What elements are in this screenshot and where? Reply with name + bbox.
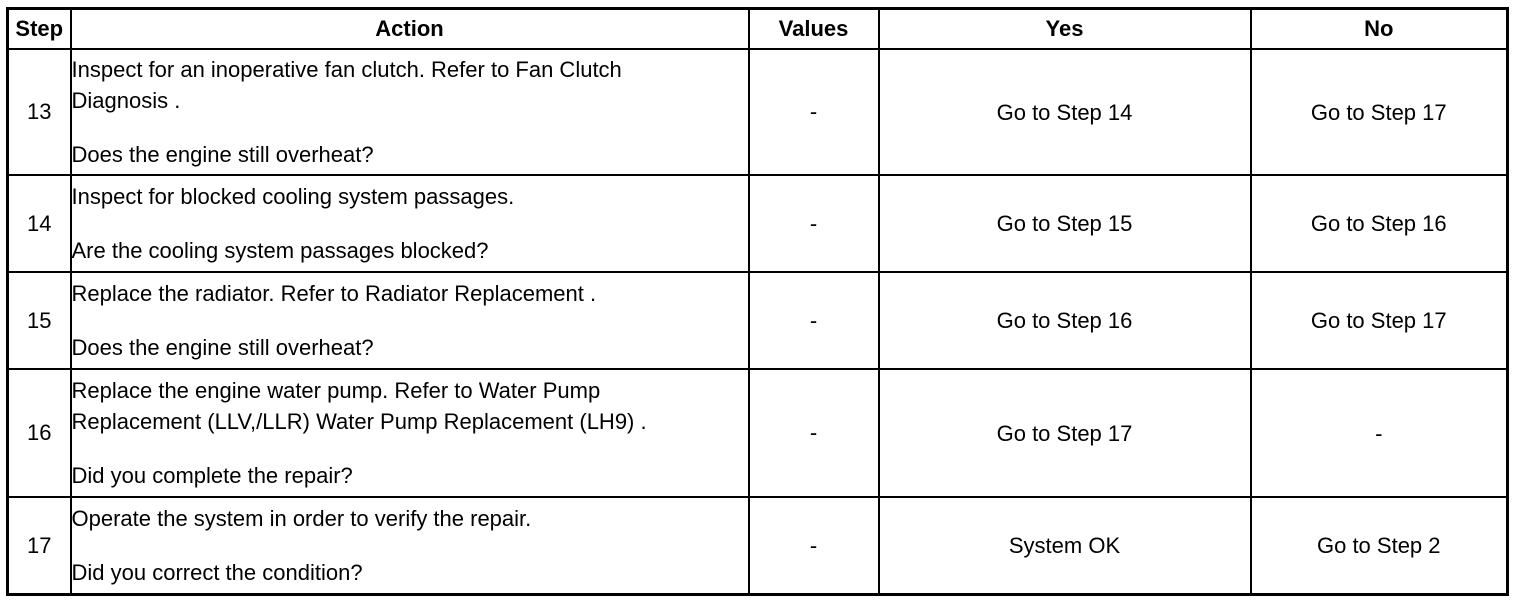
values-cell: - xyxy=(749,369,879,497)
no-cell: Go to Step 17 xyxy=(1251,272,1508,369)
action-instruction: Replace the engine water pump. Refer to Water Pump Replacement (LLV,/LLR) Water Pump Replacement (LH9) . xyxy=(71,378,647,435)
action-cell xyxy=(71,272,749,369)
action-question: Did you correct the condition? xyxy=(71,560,363,586)
action-question: Does the engine still overheat? xyxy=(71,142,374,168)
no-cell: - xyxy=(1251,369,1508,497)
step-number: 13 xyxy=(8,49,71,175)
step-number: 14 xyxy=(8,175,71,272)
values-cell: - xyxy=(749,497,879,594)
header-values: Values xyxy=(749,9,879,50)
diagnostic-table xyxy=(6,7,1509,596)
action-cell xyxy=(71,175,749,272)
values-cell: - xyxy=(749,49,879,175)
action-instruction: Replace the radiator. Refer to Radiator Replacement . xyxy=(71,281,597,307)
no-cell: Go to Step 2 xyxy=(1251,497,1508,594)
action-cell xyxy=(71,369,749,497)
action-cell xyxy=(71,49,749,175)
step-number: 16 xyxy=(8,369,71,497)
table-row xyxy=(8,272,1508,369)
no-cell: Go to Step 16 xyxy=(1251,175,1508,272)
action-instruction: Inspect for blocked cooling system passages. xyxy=(71,184,515,210)
table-row xyxy=(8,369,1508,497)
header-row xyxy=(8,9,1508,50)
action-instruction: Inspect for an inoperative fan clutch. Refer to Fan Clutch Diagnosis . xyxy=(71,57,622,114)
action-question: Did you complete the repair? xyxy=(71,463,353,489)
header-yes: Yes xyxy=(879,9,1251,50)
yes-cell: System OK xyxy=(879,497,1251,594)
header-action: Action xyxy=(71,9,749,50)
header-no: No xyxy=(1251,9,1508,50)
step-number: 17 xyxy=(8,497,71,594)
action-question: Does the engine still overheat? xyxy=(71,335,374,361)
yes-cell: Go to Step 15 xyxy=(879,175,1251,272)
yes-cell: Go to Step 16 xyxy=(879,272,1251,369)
values-cell: - xyxy=(749,175,879,272)
action-cell xyxy=(71,497,749,594)
header-step: Step xyxy=(8,9,71,50)
action-question: Are the cooling system passages blocked? xyxy=(71,238,489,264)
action-instruction: Operate the system in order to verify the repair. xyxy=(71,506,532,532)
values-cell: - xyxy=(749,272,879,369)
no-cell: Go to Step 17 xyxy=(1251,49,1508,175)
step-number: 15 xyxy=(8,272,71,369)
table-row xyxy=(8,175,1508,272)
yes-cell: Go to Step 17 xyxy=(879,369,1251,497)
table-row xyxy=(8,497,1508,594)
table-row xyxy=(8,49,1508,175)
yes-cell: Go to Step 14 xyxy=(879,49,1251,175)
